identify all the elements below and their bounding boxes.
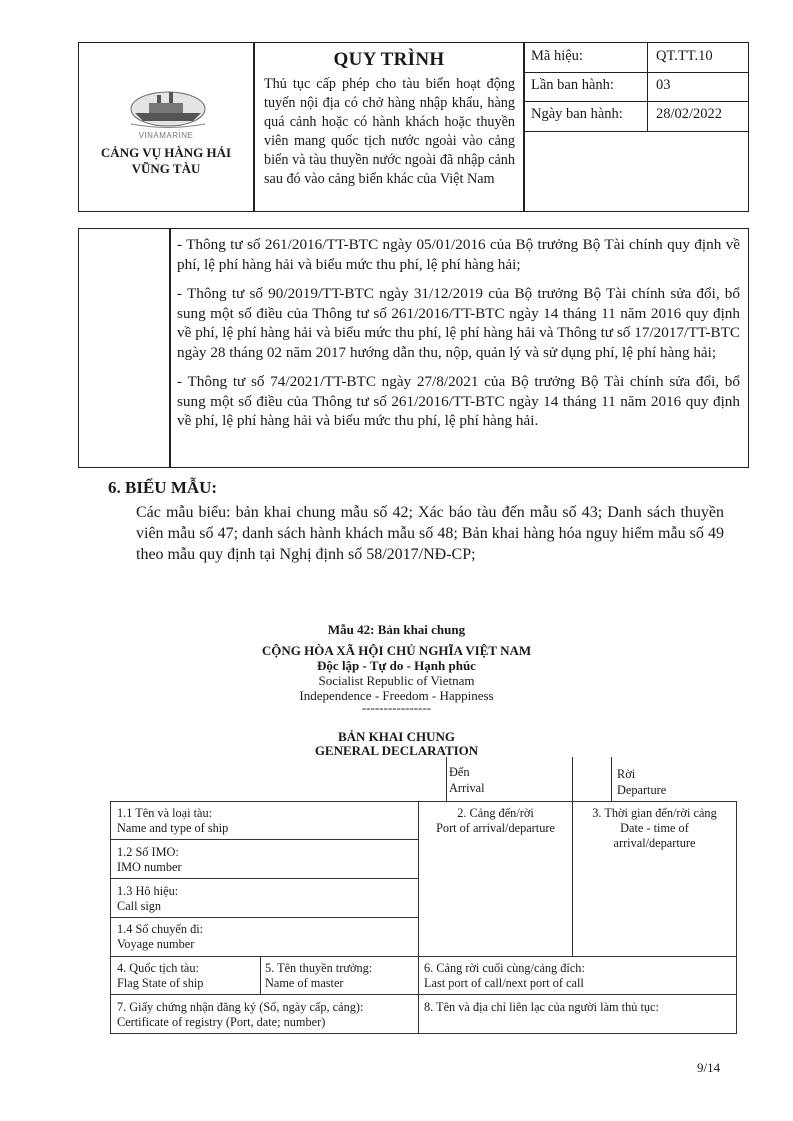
legal-item: - Thông tư số 74/2021/TT-BTC ngày 27/8/2021 của Bộ trưởng Bộ Tài chính sửa đổi, bổ sung một số điều của Thông tư số 261/2016/TT-BTC ngày 14 tháng 11 năm 2016 quy định về phí, lệ phí hàng hải và biểu mức thu phí, lệ phí hàng hải. bbox=[177, 373, 740, 429]
meta-row-issue bbox=[525, 72, 748, 102]
form-row-line bbox=[110, 878, 418, 879]
form-row-line bbox=[110, 917, 418, 918]
departure-checkbox[interactable] bbox=[572, 757, 612, 801]
legal-item: - Thông tư số 90/2019/TT-BTC ngày 31/12/2019 của Bộ trưởng Bộ Tài chính sửa đổi, bổ sung một số điều của Thông tư số 261/2016/TT-BTC ngày 14 tháng 11 năm 2016 quy định về phí, lệ phí hàng hải và biểu mức thu phí, lệ phí hàng hải và Thông tư số 17/2017/TT-BTC ngày 28 tháng 02 năm 2017 hướng dẫn thu, nộp, quản lý và sử dụng phí, lệ phí hàng hải; bbox=[177, 285, 740, 361]
departure-label-en: Departure bbox=[617, 783, 667, 797]
field-voyage-vi: 1.4 Số chuyến đi: bbox=[117, 922, 204, 936]
legal-item: - Thông tư số 261/2016/TT-BTC ngày 05/01/2016 của Bộ trưởng Bộ Tài chính quy định về phí, lệ phí hàng hải và biểu mức thu phí, lệ phí hàng hải; bbox=[177, 236, 740, 273]
ship-logo-icon bbox=[129, 83, 207, 129]
field-time-en-2: arrival/departure bbox=[613, 836, 696, 850]
legal-left-cell bbox=[78, 228, 170, 468]
page-number: 9/14 bbox=[697, 1060, 721, 1075]
field-registry-vi: 7. Giấy chứng nhận đăng ký (Số, ngày cấp, cảng): bbox=[117, 1000, 364, 1014]
header-meta-cell bbox=[524, 42, 749, 212]
field-lastport-vi: 6. Cảng rời cuối cùng/cảng đích: bbox=[424, 961, 585, 975]
field-imo-vi: 1.2 Số IMO: bbox=[117, 845, 179, 859]
divider: ---------------- bbox=[361, 700, 432, 715]
field-time-en-1: Date - time of bbox=[620, 821, 689, 835]
form-border-top bbox=[110, 801, 736, 802]
section-body: Các mẫu biểu: bản khai chung mẫu số 42; Xác báo tàu đến mẫu số 43; Danh sách thuyền viên mẫu số 47; danh sách hành khách mẫu số 48; Bản khai hàng hóa nguy hiểm mẫu số 49 theo mẫu quy định tại Nghị định số 58/2017/NĐ-CP; bbox=[136, 504, 724, 563]
legal-basis-cell bbox=[170, 228, 749, 468]
meta-row-date bbox=[525, 101, 748, 132]
field-imo-en: IMO number bbox=[117, 860, 182, 874]
field-flag-en: Flag State of ship bbox=[117, 976, 204, 990]
field-master-en: Name of master bbox=[265, 976, 344, 990]
doc-type: QUY TRÌNH bbox=[333, 49, 445, 70]
form-row-line bbox=[110, 839, 418, 840]
meta-value: QT.TT.10 bbox=[656, 48, 713, 64]
doc-title: Thủ tục cấp phép cho tàu biển hoạt động tuyến nội địa có chở hàng nhập khẩu, hàng quá cảnh hoặc có hành khách hoặc thuyền viên mang quốc tịch nước ngoài vào cảng biển và tàu thuyền nước ngoài đã nhập cảnh sau đó vào cảng biển khác của Việt Nam bbox=[264, 76, 515, 187]
nation-name-vi: CỘNG HÒA XÃ HỘI CHỦ NGHĨA VIỆT NAM bbox=[261, 643, 532, 658]
logo-caption: VINAMARINE bbox=[138, 131, 194, 140]
field-lastport-en: Last port of call/next port of call bbox=[424, 976, 584, 990]
field-ship-name-en: Name and type of ship bbox=[117, 821, 229, 835]
form-row-line bbox=[110, 994, 736, 995]
field-voyage-en: Voyage number bbox=[117, 937, 195, 951]
header-title-cell bbox=[254, 42, 524, 212]
field-registry-en: Certificate of registry (Port, date; number) bbox=[117, 1015, 326, 1029]
field-port-vi: 2. Cảng đến/rời bbox=[457, 806, 534, 820]
field-port-en: Port of arrival/departure bbox=[436, 821, 555, 835]
field-callsign-vi: 1.3 Hô hiệu: bbox=[117, 884, 179, 898]
arrival-checkbox-border bbox=[446, 757, 447, 801]
org-name-line1: CẢNG VỤ HÀNG HẢI bbox=[100, 145, 232, 160]
motto-en: Independence - Freedom - Happiness bbox=[299, 688, 494, 703]
header-logo-cell bbox=[78, 42, 254, 212]
form-number: Mẫu 42: Bản khai chung bbox=[327, 622, 466, 637]
field-flag-vi: 4. Quốc tịch tàu: bbox=[117, 961, 199, 975]
form-title-vi: BẢN KHAI CHUNG bbox=[337, 729, 455, 744]
motto-vi: Độc lập - Tự do - Hạnh phúc bbox=[317, 658, 476, 673]
field-time-vi: 3. Thời gian đến/rời cảng bbox=[592, 806, 717, 820]
meta-value: 28/02/2022 bbox=[656, 106, 723, 122]
nation-name-en: Socialist Republic of Vietnam bbox=[318, 673, 475, 688]
form-border-bottom bbox=[110, 1033, 737, 1034]
meta-row-code bbox=[525, 43, 748, 73]
org-name-line2: VŨNG TÀU bbox=[131, 161, 201, 176]
field-agent-vi: 8. Tên và địa chỉ liên lạc của người làm thủ tục: bbox=[424, 1000, 659, 1014]
arrival-label-en: Arrival bbox=[449, 781, 485, 795]
section-heading: 6. BIỂU MẪU: bbox=[108, 478, 218, 497]
form-row-line bbox=[110, 956, 736, 957]
form-cell-divider bbox=[260, 956, 261, 994]
form-border-right bbox=[736, 801, 737, 1034]
form-title-en: GENERAL DECLARATION bbox=[314, 743, 479, 758]
departure-label-vi: Rời bbox=[617, 767, 636, 781]
field-callsign-en: Call sign bbox=[117, 899, 162, 913]
meta-value: 03 bbox=[656, 77, 671, 93]
meta-label: Mã hiệu: bbox=[531, 48, 583, 64]
arrival-label-vi: Đến bbox=[449, 765, 470, 779]
field-ship-name-vi: 1.1 Tên và loại tàu: bbox=[117, 806, 213, 820]
meta-label: Ngày ban hành: bbox=[531, 106, 623, 122]
meta-label: Lần ban hành: bbox=[531, 77, 614, 93]
field-master-vi: 5. Tên thuyền trưởng: bbox=[265, 961, 373, 975]
